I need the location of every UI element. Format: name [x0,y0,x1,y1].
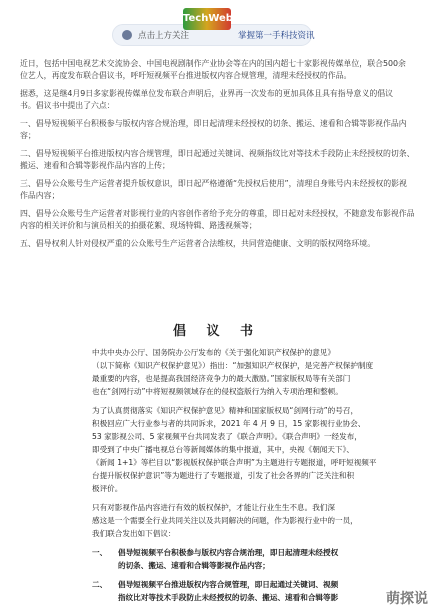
top-banner [0,0,434,52]
article-line: 搬运、速看和合辑等影视作品内容的上传； [20,161,170,170]
item-text: 指纹比对等技术手段防止未经授权的切条、搬运、速看和合辑等影 [118,593,339,602]
article-line: 三、倡导公众账号生产运营者提升版权意识，即日起严格遵循“先授权后使用”，清理自身账号内未经授权的影视 [20,179,407,188]
watermark: 萌探说 [386,591,428,607]
document-line: 也在“剑网行动”中将短视频领域存在的侵权盗版行为纳入专项治理和整顿。 [92,387,343,396]
item-text: 倡导短视频平台积极参与版权内容合规治理，即日起清理未经授权 [118,548,339,557]
article-line: 作品内容； [20,191,60,200]
banner-tagline: 掌握第一手科技资讯 [238,31,315,41]
article-line: 四、倡导公众账号生产运营者对影视行业的内容创作者给予充分的尊重，即日起对未经授权，不随意发布影视作品 [20,209,415,218]
document-line: 最重要的内容，也是提高我国经济竞争力的最大激励。”国家版权局等有关部门 [92,374,351,383]
item-number: 二、 [92,580,108,589]
article-line: 五、倡导权利人针对侵权严重的公众账号生产运营者合法维权，共同营造健康、文明的版权网络环境。 [20,239,376,248]
document-line: 53 家影视公司、5 家视频平台共同发表了《联合声明》。《联合声明》一经发布， [92,432,362,441]
article-line: 容； [20,131,36,140]
article-line: 近日，包括中国电视艺术交流协会、中国电视剧制作产业协会等在内的国内超七十家影视传媒单位，联合500余 [20,59,406,68]
article-line: 位艺人，再度发布联合倡议书，呼吁短视频平台推进版权内容合规管理，清理未经授权的作品。 [20,71,352,80]
document-line: 极评价。 [92,484,123,493]
article-line: 内容的相关评价和与演员相关的拍摄花絮、现场特辑、路透视频等； [20,221,257,230]
document-line: （以下简称《知识产权保护意见》）指出：“加强知识产权保护，是完善产权保护制度 [92,361,374,370]
document-line: 即受到了中央广播电视总台等新闻媒体的集中报道，其中，央视《朝闻天下》、 [92,445,354,454]
document-line: 《新闻 1+1》等栏目以“影视版权保护联合声明”为主题进行专题报道，呼吁短视频平 [92,458,377,467]
document-line: 中共中央办公厅、国务院办公厅发布的《关于强化知识产权保护的意见》 [92,348,335,357]
document-line: 为了认真贯彻落实《知识产权保护意见》精神和国家版权局“剑网行动”的号召， [92,406,359,415]
document-line: 只有对影视作品内容进行有效的版权保护，才能让行业生生不息。我们深 [92,503,335,512]
article-line: 书。倡议书中提出了六点： [20,101,115,110]
item-number: 一、 [92,548,108,557]
document-title: 倡 议 书 [172,324,262,339]
document-line: 积极回应广大行业参与者的共同诉求，2021 年 4 月 9 日，15 家影视行业协会、 [92,419,366,428]
document-line: 台提升版权保护意识”等为题进行了专题报道，引发了社会各界的广泛关注和积 [92,471,355,480]
section-divider [0,300,434,320]
techweb-logo[interactable]: TechWeb [183,8,231,30]
follow-icon [122,30,132,40]
item-text: 倡导短视频平台推进版权内容合规管理，即日起通过关键词、视频 [118,580,339,589]
follow-text[interactable]: 点击上方关注 [138,31,190,41]
item-text: 的切条、搬运、速看和合辑等影视作品内容； [118,561,270,570]
article-line: 二、倡导短视频平台推进版权内容合规管理，即日起通过关键词、视频指纹比对等技术手段防止未经授权的切条、 [20,149,415,158]
article-line: 据悉，这是继4月9日多家影视传媒单位发布联合声明后，业界再一次发布的更加具体且具有指导意义的倡议 [20,89,394,98]
document-line: 我们联合发出如下倡议： [92,529,176,538]
article-line: 一、倡导短视频平台积极参与版权内容合规治理，即日起清理未经授权的切条、搬运、速看和合辑等影视作品内 [20,119,407,128]
document-line: 感这是一个需要全行业共同关注以及共同解决的问题，作为影视行业中的一员， [92,516,358,525]
